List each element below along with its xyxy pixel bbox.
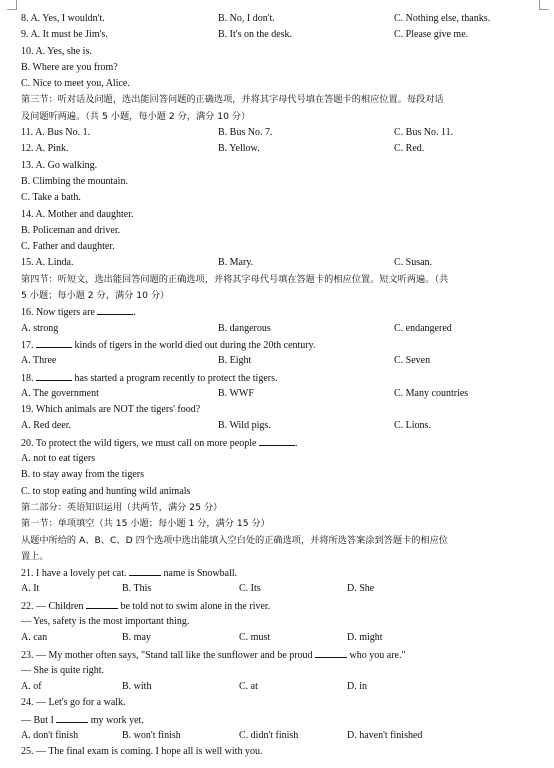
stem-text-before: 21. I have a lovely pet cat. — [21, 568, 130, 580]
section3-instructions-line1: 第三节：听对话及问题，选出能回答问题的正确选项，并将其字母代号填在答题卡的相应位置。每段对话 — [21, 94, 444, 106]
q21-options — [21, 581, 535, 597]
q9-options — [21, 27, 535, 43]
section4-instructions-line2: 5 小题；每小题 2 分，满分 10 分） — [21, 290, 170, 302]
q21-stem — [21, 565, 535, 581]
option-b: B. Wild pigs. — [218, 420, 271, 432]
q20-option-b: B. to stay away from the tigers — [21, 469, 145, 481]
answer-blank — [86, 598, 118, 609]
q20-option-c: C. to stop eating and hunting wild animals — [21, 485, 191, 497]
crop-mark-top-right — [539, 0, 549, 10]
option-b: B. Yellow. — [218, 143, 260, 155]
q10-option-b: B. Where are you from? — [21, 61, 118, 73]
q10-option-c: C. Nice to meet you, Alice. — [21, 78, 130, 90]
stem-text-after: my work yet. — [88, 714, 144, 726]
option-c: C. Many countries — [394, 387, 469, 399]
q23-options — [21, 679, 535, 695]
option-c: C. didn't finish — [239, 730, 299, 742]
answer-blank — [36, 370, 72, 381]
option-c: C. endangered — [394, 322, 452, 334]
option-a: A. strong — [21, 322, 59, 334]
answer-blank — [129, 565, 161, 576]
option-b: B. Bus No. 7. — [218, 127, 273, 139]
option-a: A. of — [21, 681, 42, 693]
option-c: C. Lions. — [394, 420, 431, 432]
stem-text-after: . — [294, 437, 298, 449]
q19-stem: 19. Which animals are NOT the tigers' food? — [21, 404, 201, 416]
option-a: 15. A. Linda. — [21, 257, 74, 269]
option-b: B. Mary. — [218, 257, 254, 269]
option-a: A. don't finish — [21, 730, 79, 742]
q13-option-b: B. Climbing the mountain. — [21, 175, 128, 187]
q20-stem — [21, 435, 535, 451]
option-b: B. This — [122, 583, 152, 595]
q22-reply: — Yes, safety is the most important thing. — [21, 615, 190, 627]
option-c: C. Nothing else, thanks. — [394, 13, 491, 24]
option-a: 11. A. Bus No. 1. — [21, 127, 91, 139]
option-b: B. WWF — [218, 387, 254, 399]
q24-options — [21, 728, 535, 744]
answer-blank — [56, 712, 88, 723]
option-c: C. Bus No. 11. — [394, 127, 454, 139]
q25-stem: 25. — The final exam is coming. I hope all is well with you. — [21, 746, 263, 758]
option-b: B. dangerous — [218, 322, 271, 334]
q19-options — [21, 418, 535, 434]
stem-text-after: . — [133, 307, 136, 319]
q24-reply — [21, 712, 535, 728]
q22-stem — [21, 598, 535, 614]
option-a: A. It — [21, 583, 40, 595]
option-b: B. Eight — [218, 355, 252, 367]
q8-options — [21, 11, 535, 27]
option-a: A. Three — [21, 355, 57, 367]
stem-text-before: 16. Now tigers are — [21, 307, 98, 319]
option-d: D. She — [347, 583, 375, 595]
q18-stem — [21, 370, 535, 386]
q23-stem — [21, 647, 535, 663]
section3-instructions-line2: 及问题听两遍。（共 5 小题，每小题 2 分，满分 10 分） — [21, 110, 251, 122]
option-a: A. Red deer. — [21, 420, 71, 432]
stem-text-after: be told not to swim alone in the river. — [118, 600, 271, 612]
option-a: 8. A. Yes, I wouldn't. — [21, 13, 105, 24]
section1-instructions-line2: 置上。 — [21, 550, 49, 562]
exam-page — [21, 11, 535, 761]
q22-options — [21, 630, 535, 646]
q24-stem: 24. — Let's go for a walk. — [21, 697, 126, 709]
option-c: C. Seven — [394, 355, 431, 367]
q14-option-a: 14. A. Mother and daughter. — [21, 208, 134, 220]
option-b: B. may — [122, 632, 151, 644]
q11-options — [21, 125, 535, 141]
stem-text-before: 18. — [21, 372, 36, 384]
stem-text-before: — But I — [21, 714, 57, 726]
answer-blank — [315, 647, 347, 658]
q14-option-b: B. Policeman and driver. — [21, 224, 121, 236]
section4-instructions-line1: 第四节：听短文，选出能回答问题的正确选项，并将其字母代号填在答题卡的相应位置。短文听两遍。（共 — [21, 273, 449, 285]
stem-text-after: kinds of tigers in the world died out during the 20th century. — [72, 339, 316, 351]
q14-option-c: C. Father and daughter. — [21, 241, 115, 253]
stem-text-after: has started a program recently to protect the tigers. — [72, 372, 278, 384]
option-c: C. Please give me. — [394, 29, 469, 41]
stem-text-before: 17. — [21, 339, 36, 351]
option-d: D. might — [347, 632, 383, 644]
stem-text-before: 23. — My mother often says, "Stand tall like the sunflower and be proud — [21, 649, 316, 661]
part2-heading: 第二部分：英语知识运用（共两节，满分 25 分） — [21, 501, 223, 513]
stem-text-after: name is Snowball. — [161, 568, 238, 580]
q17-options — [21, 353, 535, 369]
stem-text-before: 20. To protect the wild tigers, we must call on more people — [21, 437, 259, 449]
stem-text-before: 22. — Children — [21, 600, 86, 612]
q20-option-a: A. not to eat tigers — [21, 453, 96, 465]
answer-blank — [259, 435, 295, 446]
option-d: D. haven't finished — [347, 730, 423, 742]
stem-text-after: who you are." — [347, 649, 406, 661]
option-c: C. Red. — [394, 143, 425, 155]
option-a: A. can — [21, 632, 48, 644]
q12-options — [21, 141, 535, 157]
option-a: 9. A. It must be Jim's. — [21, 29, 108, 41]
q10-option-a: 10. A. Yes, she is. — [21, 45, 92, 57]
crop-mark-top-left — [7, 0, 17, 10]
section1-instructions-line1: 从题中所给的 A、B、C、D 四个选项中选出能填入空白处的正确选项，并将所选答案涂到答题卡的相应位 — [21, 534, 448, 546]
option-a: A. The government — [21, 387, 99, 399]
option-b: B. with — [122, 681, 152, 693]
q23-reply: — She is quite right. — [21, 664, 105, 676]
option-d: D. in — [347, 681, 367, 693]
q15-options — [21, 255, 535, 271]
option-c: C. at — [239, 681, 258, 693]
option-c: C. must — [239, 632, 271, 644]
section1-heading: 第一节：单项填空（共 15 小题；每小题 1 分，满分 15 分） — [21, 518, 270, 530]
option-c: C. Susan. — [394, 257, 433, 269]
option-b: B. won't finish — [122, 730, 181, 742]
q13-option-c: C. Take a bath. — [21, 192, 81, 204]
q17-stem — [21, 337, 535, 353]
option-b: B. It's on the desk. — [218, 29, 293, 41]
q16-stem — [21, 304, 535, 320]
option-c: C. Its — [239, 583, 261, 595]
option-a: 12. A. Pink. — [21, 143, 69, 155]
option-b: B. No, I don't. — [218, 13, 275, 24]
answer-blank — [97, 304, 133, 315]
q13-option-a: 13. A. Go walking. — [21, 159, 98, 171]
answer-blank — [36, 337, 72, 348]
q16-options — [21, 321, 535, 337]
q18-options — [21, 386, 535, 402]
